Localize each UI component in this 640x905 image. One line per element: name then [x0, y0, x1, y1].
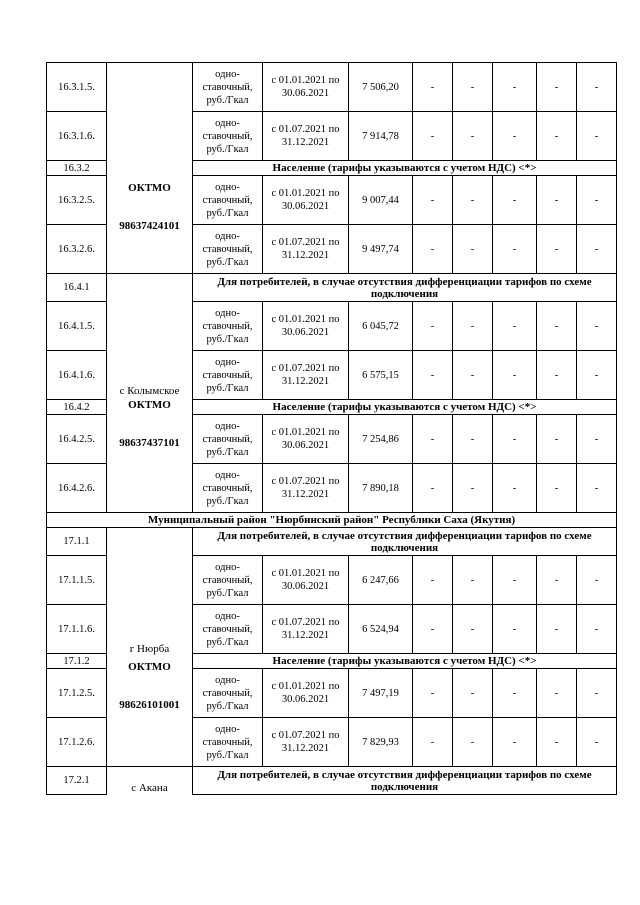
empty-value-dash: -	[537, 112, 577, 161]
period: с 01.01.2021 по 30.06.2021	[263, 63, 349, 112]
row-code: 17.1.1.5.	[47, 556, 107, 605]
period: с 01.01.2021 по 30.06.2021	[263, 176, 349, 225]
tariff-value: 7 829,93	[349, 718, 413, 767]
table-row	[47, 274, 617, 302]
tariff-type: одно-ставочный, руб./Гкал	[193, 225, 263, 274]
row-code: 17.2.1	[47, 767, 107, 795]
empty-value-dash: -	[577, 605, 617, 654]
tariff-type: одно-ставочный, руб./Гкал	[193, 464, 263, 513]
empty-value-dash: -	[413, 718, 453, 767]
period: с 01.01.2021 по 30.06.2021	[263, 302, 349, 351]
empty-value-dash: -	[493, 225, 537, 274]
tariff-type: одно-ставочный, руб./Гкал	[193, 718, 263, 767]
empty-value-dash: -	[493, 351, 537, 400]
empty-value-dash: -	[493, 63, 537, 112]
period: с 01.01.2021 по 30.06.2021	[263, 415, 349, 464]
okmo-code: 98637437101	[119, 437, 180, 449]
empty-value-dash: -	[413, 225, 453, 274]
empty-value-dash: -	[537, 415, 577, 464]
empty-value-dash: -	[577, 351, 617, 400]
empty-value-dash: -	[413, 605, 453, 654]
table-row	[47, 513, 617, 528]
empty-value-dash: -	[577, 63, 617, 112]
empty-value-dash: -	[453, 669, 493, 718]
row-code: 16.3.1.6.	[47, 112, 107, 161]
group-header: Для потребителей, в случае отсутствия дифференциации тарифов по схеме подключения	[193, 274, 617, 302]
tariff-value: 9 007,44	[349, 176, 413, 225]
empty-value-dash: -	[493, 556, 537, 605]
location-cell	[107, 274, 193, 513]
tariff-type: одно-ставочный, руб./Гкал	[193, 176, 263, 225]
period: с 01.01.2021 по 30.06.2021	[263, 556, 349, 605]
okmo-label: ОКТМО	[128, 182, 171, 194]
empty-value-dash: -	[577, 225, 617, 274]
empty-value-dash: -	[413, 556, 453, 605]
empty-value-dash: -	[577, 464, 617, 513]
row-code: 17.1.2.6.	[47, 718, 107, 767]
empty-value-dash: -	[453, 718, 493, 767]
empty-value-dash: -	[493, 464, 537, 513]
empty-value-dash: -	[537, 63, 577, 112]
empty-value-dash: -	[493, 718, 537, 767]
group-header: Для потребителей, в случае отсутствия дифференциации тарифов по схеме подключения	[193, 767, 617, 795]
tariff-value: 6 575,15	[349, 351, 413, 400]
period: с 01.07.2021 по 31.12.2021	[263, 605, 349, 654]
table-row	[47, 63, 617, 112]
table-row	[47, 528, 617, 556]
empty-value-dash: -	[537, 176, 577, 225]
settlement-name: с Акана	[131, 781, 168, 794]
tariff-value: 6 045,72	[349, 302, 413, 351]
tariff-type: одно-ставочный, руб./Гкал	[193, 556, 263, 605]
row-code: 17.1.1.6.	[47, 605, 107, 654]
tariff-type: одно-ставочный, руб./Гкал	[193, 669, 263, 718]
empty-value-dash: -	[537, 302, 577, 351]
tariff-value: 6 524,94	[349, 605, 413, 654]
tariff-type: одно-ставочный, руб./Гкал	[193, 302, 263, 351]
empty-value-dash: -	[413, 176, 453, 225]
group-header: Для потребителей, в случае отсутствия дифференциации тарифов по схеме подключения	[193, 528, 617, 556]
tariff-type: одно-ставочный, руб./Гкал	[193, 351, 263, 400]
empty-value-dash: -	[493, 605, 537, 654]
location-cell	[107, 63, 193, 274]
tariff-type: одно-ставочный, руб./Гкал	[193, 63, 263, 112]
empty-value-dash: -	[493, 176, 537, 225]
tariff-table	[46, 62, 617, 795]
settlement-name: с Колымское	[119, 385, 180, 397]
tariff-type: одно-ставочный, руб./Гкал	[193, 415, 263, 464]
empty-value-dash: -	[537, 605, 577, 654]
empty-value-dash: -	[493, 415, 537, 464]
group-header: Население (тарифы указываются с учетом НДС) <*>	[193, 400, 617, 415]
empty-value-dash: -	[453, 176, 493, 225]
empty-value-dash: -	[453, 464, 493, 513]
period: с 01.07.2021 по 31.12.2021	[263, 112, 349, 161]
tariff-value: 7 890,18	[349, 464, 413, 513]
row-code: 16.4.2	[47, 400, 107, 415]
empty-value-dash: -	[413, 669, 453, 718]
row-code: 16.3.2.5.	[47, 176, 107, 225]
empty-value-dash: -	[577, 112, 617, 161]
empty-value-dash: -	[577, 669, 617, 718]
period: с 01.07.2021 по 31.12.2021	[263, 225, 349, 274]
empty-value-dash: -	[537, 464, 577, 513]
row-code: 16.4.2.6.	[47, 464, 107, 513]
location-cell	[107, 528, 193, 767]
empty-value-dash: -	[577, 176, 617, 225]
empty-value-dash: -	[537, 556, 577, 605]
row-code: 16.4.1.6.	[47, 351, 107, 400]
empty-value-dash: -	[537, 351, 577, 400]
row-code: 16.4.1.5.	[47, 302, 107, 351]
table-row	[47, 767, 617, 795]
empty-value-dash: -	[453, 63, 493, 112]
empty-value-dash: -	[453, 556, 493, 605]
group-header: Население (тарифы указываются с учетом НДС) <*>	[193, 654, 617, 669]
row-code: 16.3.2	[47, 161, 107, 176]
tariff-value: 7 506,20	[349, 63, 413, 112]
empty-value-dash: -	[413, 112, 453, 161]
tariff-value: 7 914,78	[349, 112, 413, 161]
empty-value-dash: -	[537, 225, 577, 274]
empty-value-dash: -	[453, 302, 493, 351]
empty-value-dash: -	[493, 112, 537, 161]
tariff-value: 6 247,66	[349, 556, 413, 605]
tariff-value: 7 497,19	[349, 669, 413, 718]
empty-value-dash: -	[453, 605, 493, 654]
empty-value-dash: -	[413, 464, 453, 513]
empty-value-dash: -	[493, 669, 537, 718]
empty-value-dash: -	[413, 415, 453, 464]
empty-value-dash: -	[577, 415, 617, 464]
okmo-label: ОКТМО	[128, 661, 171, 673]
row-code: 16.4.2.5.	[47, 415, 107, 464]
location-cell	[107, 767, 193, 795]
empty-value-dash: -	[577, 302, 617, 351]
row-code: 16.3.1.5.	[47, 63, 107, 112]
period: с 01.07.2021 по 31.12.2021	[263, 351, 349, 400]
empty-value-dash: -	[537, 718, 577, 767]
empty-value-dash: -	[413, 63, 453, 112]
empty-value-dash: -	[413, 302, 453, 351]
tariff-value: 9 497,74	[349, 225, 413, 274]
settlement-name: г Нюрба	[129, 643, 170, 655]
empty-value-dash: -	[493, 302, 537, 351]
empty-value-dash: -	[577, 556, 617, 605]
group-header: Население (тарифы указываются с учетом НДС) <*>	[193, 161, 617, 176]
municipality-header: Муниципальный район "Нюрбинский район" Республики Саха (Якутия)	[47, 513, 617, 528]
tariff-type: одно-ставочный, руб./Гкал	[193, 112, 263, 161]
row-code: 17.1.2.5.	[47, 669, 107, 718]
empty-value-dash: -	[413, 351, 453, 400]
period: с 01.01.2021 по 30.06.2021	[263, 669, 349, 718]
tariff-type: одно-ставочный, руб./Гкал	[193, 605, 263, 654]
okmo-label: ОКТМО	[128, 399, 171, 411]
empty-value-dash: -	[537, 669, 577, 718]
row-code: 17.1.2	[47, 654, 107, 669]
tariff-value: 7 254,86	[349, 415, 413, 464]
empty-value-dash: -	[453, 415, 493, 464]
empty-value-dash: -	[453, 225, 493, 274]
empty-value-dash: -	[453, 112, 493, 161]
empty-value-dash: -	[453, 351, 493, 400]
empty-value-dash: -	[577, 718, 617, 767]
row-code: 16.4.1	[47, 274, 107, 302]
okmo-code: 98637424101	[119, 220, 180, 232]
row-code: 16.3.2.6.	[47, 225, 107, 274]
period: с 01.07.2021 по 31.12.2021	[263, 718, 349, 767]
period: с 01.07.2021 по 31.12.2021	[263, 464, 349, 513]
row-code: 17.1.1	[47, 528, 107, 556]
okmo-code: 98626101001	[119, 699, 180, 711]
